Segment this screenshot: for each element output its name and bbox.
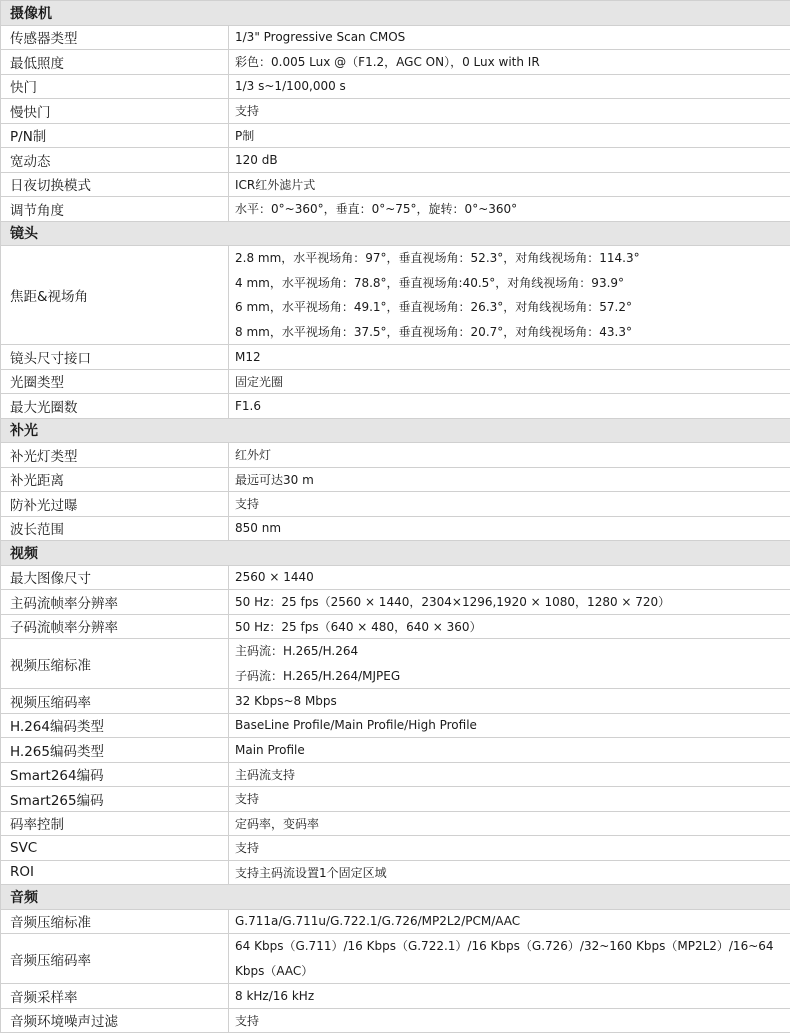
spec-key: 传感器类型 (1, 25, 229, 50)
spec-value-line: F1.6 (235, 398, 261, 413)
spec-value (229, 860, 790, 885)
spec-value (229, 148, 790, 173)
spec-key: 宽动态 (1, 148, 229, 173)
spec-row (1, 492, 790, 517)
spec-value-line: 50 Hz：25 fps（640 × 480，640 × 360） (235, 619, 482, 634)
spec-key: 防补光过曝 (1, 492, 229, 517)
spec-row (1, 787, 790, 812)
spec-value-line: 彩色：0.005 Lux @（F1.2，AGC ON），0 Lux with IR (235, 55, 540, 70)
section-header (1, 885, 790, 910)
spec-row (1, 172, 790, 197)
spec-key: 音频压缩码率 (1, 934, 229, 984)
spec-row (1, 467, 790, 492)
spec-value-line: 4 mm，水平视场角：78.8°，垂直视场角:40.5°，对角线视场角：93.9° (235, 275, 625, 290)
spec-key: 镜头尺寸接口 (1, 345, 229, 370)
spec-key: H.265编码类型 (1, 738, 229, 763)
spec-key: 波长范围 (1, 516, 229, 541)
spec-table-body (1, 1, 790, 1033)
spec-value-line: 支持 (235, 792, 260, 807)
spec-row (1, 909, 790, 934)
spec-value (229, 246, 790, 345)
spec-value (229, 443, 790, 468)
spec-value (229, 99, 790, 124)
spec-row (1, 590, 790, 615)
spec-key: 视频压缩码率 (1, 689, 229, 714)
spec-row (1, 762, 790, 787)
spec-key: 视频压缩标准 (1, 639, 229, 689)
spec-row (1, 713, 790, 738)
spec-value-line: 1/3" Progressive Scan CMOS (235, 30, 406, 45)
spec-row (1, 369, 790, 394)
spec-value-line: 850 nm (235, 521, 282, 536)
spec-value (229, 565, 790, 590)
spec-value-line: 64 Kbps（G.711）/16 Kbps（G.722.1）/16 Kbps（G.726）/32~160 Kbps（MP2L2）/16~64 (235, 939, 774, 953)
spec-row (1, 811, 790, 836)
spec-value (229, 50, 790, 75)
spec-value (229, 25, 790, 50)
spec-value-line: 定码率，变码率 (235, 816, 320, 831)
spec-row (1, 565, 790, 590)
spec-key: 音频采样率 (1, 984, 229, 1009)
spec-value-line: 子码流：H.265/H.264/MJPEG (235, 668, 401, 683)
spec-key: SVC (1, 836, 229, 861)
spec-row (1, 50, 790, 75)
spec-value-line: 120 dB (235, 152, 278, 167)
spec-value (229, 689, 790, 714)
section-title: 补光 (1, 418, 790, 443)
spec-value (229, 123, 790, 148)
spec-key: 补光距离 (1, 467, 229, 492)
spec-row (1, 639, 790, 689)
spec-key: 日夜切换模式 (1, 172, 229, 197)
spec-row (1, 836, 790, 861)
spec-row (1, 860, 790, 885)
spec-row (1, 614, 790, 639)
spec-value-line: 最远可达30 m (235, 472, 314, 487)
spec-value-line: 水平：0°~360°，垂直：0°~75°，旋转：0°~360° (235, 202, 518, 217)
spec-key: 焦距&视场角 (1, 246, 229, 345)
spec-row (1, 148, 790, 173)
spec-key: 子码流帧率分辨率 (1, 614, 229, 639)
section-title: 镜头 (1, 221, 790, 246)
spec-value (229, 369, 790, 394)
spec-row (1, 443, 790, 468)
spec-value-line: 1/3 s~1/100,000 s (235, 79, 346, 94)
spec-row (1, 99, 790, 124)
spec-value-line: 8 kHz/16 kHz (235, 988, 315, 1003)
spec-value-line: 8 mm，水平视场角：37.5°，垂直视场角：20.7°，对角线视场角：43.3° (235, 324, 632, 339)
spec-row (1, 738, 790, 763)
spec-key: ROI (1, 860, 229, 885)
section-header (1, 1, 790, 26)
spec-value-line: P制 (235, 128, 255, 143)
spec-value-line: 2.8 mm，水平视场角：97°，垂直视场角：52.3°，对角线视场角：114.3° (235, 251, 640, 265)
spec-value (229, 614, 790, 639)
spec-key: 音频环境噪声过滤 (1, 1008, 229, 1033)
spec-value (229, 74, 790, 99)
spec-value (229, 909, 790, 934)
section-title: 音频 (1, 885, 790, 910)
spec-value (229, 1008, 790, 1033)
spec-key: 快门 (1, 74, 229, 99)
spec-value-line: 主码流：H.265/H.264 (235, 644, 359, 658)
spec-row (1, 1008, 790, 1033)
spec-row (1, 984, 790, 1009)
spec-value-line: BaseLine Profile/Main Profile/High Profile (235, 718, 477, 733)
spec-row (1, 394, 790, 419)
section-title: 视频 (1, 541, 790, 566)
spec-value (229, 345, 790, 370)
spec-value-line: M12 (235, 349, 261, 364)
spec-value (229, 984, 790, 1009)
spec-value (229, 590, 790, 615)
spec-row (1, 123, 790, 148)
spec-key: 码率控制 (1, 811, 229, 836)
spec-value-line: 32 Kbps~8 Mbps (235, 693, 337, 708)
spec-key: P/N制 (1, 123, 229, 148)
spec-value (229, 197, 790, 222)
spec-value (229, 762, 790, 787)
spec-value (229, 172, 790, 197)
spec-key: H.264编码类型 (1, 713, 229, 738)
spec-value (229, 934, 790, 984)
spec-value-line: 50 Hz：25 fps（2560 × 1440，2304×1296,1920 × 1080，1280 × 720） (235, 595, 671, 610)
spec-key: 最大图像尺寸 (1, 565, 229, 590)
spec-value-line: 支持 (235, 497, 260, 512)
spec-value-line: 主码流支持 (235, 767, 296, 782)
spec-value (229, 836, 790, 861)
spec-key: Smart264编码 (1, 762, 229, 787)
spec-value-line: 红外灯 (235, 448, 272, 463)
spec-value (229, 811, 790, 836)
spec-row (1, 25, 790, 50)
spec-value-line: ICR红外滤片式 (235, 177, 316, 192)
spec-value (229, 713, 790, 738)
spec-value-line: Kbps（AAC） (235, 963, 314, 978)
spec-row (1, 516, 790, 541)
spec-row (1, 74, 790, 99)
spec-value (229, 516, 790, 541)
spec-key: 主码流帧率分辨率 (1, 590, 229, 615)
spec-key: 调节角度 (1, 197, 229, 222)
spec-value-line: 支持主码流设置1个固定区域 (235, 865, 387, 880)
spec-key: 慢快门 (1, 99, 229, 124)
spec-key: Smart265编码 (1, 787, 229, 812)
spec-value-line: 固定光圈 (235, 374, 284, 389)
spec-key: 最大光圈数 (1, 394, 229, 419)
spec-value-line: G.711a/G.711u/G.722.1/G.726/MP2L2/PCM/AAC (235, 914, 521, 929)
spec-value (229, 787, 790, 812)
spec-value (229, 394, 790, 419)
section-header (1, 221, 790, 246)
spec-key: 补光灯类型 (1, 443, 229, 468)
spec-value-line: 支持 (235, 104, 260, 119)
spec-value-line: 支持 (235, 1013, 260, 1028)
spec-row (1, 934, 790, 984)
spec-value-line: Main Profile (235, 742, 305, 757)
spec-row (1, 345, 790, 370)
section-header (1, 541, 790, 566)
spec-row (1, 197, 790, 222)
spec-row (1, 246, 790, 345)
section-header (1, 418, 790, 443)
spec-key: 最低照度 (1, 50, 229, 75)
spec-key: 音频压缩标准 (1, 909, 229, 934)
spec-row (1, 689, 790, 714)
spec-value (229, 467, 790, 492)
spec-value-line: 6 mm，水平视场角：49.1°，垂直视场角：26.3°，对角线视场角：57.2° (235, 300, 632, 314)
spec-value (229, 639, 790, 689)
spec-value-line: 2560 × 1440 (235, 570, 314, 585)
spec-value-line: 支持 (235, 841, 260, 856)
spec-value (229, 738, 790, 763)
spec-value (229, 492, 790, 517)
spec-key: 光圈类型 (1, 369, 229, 394)
section-title: 摄像机 (1, 1, 790, 26)
